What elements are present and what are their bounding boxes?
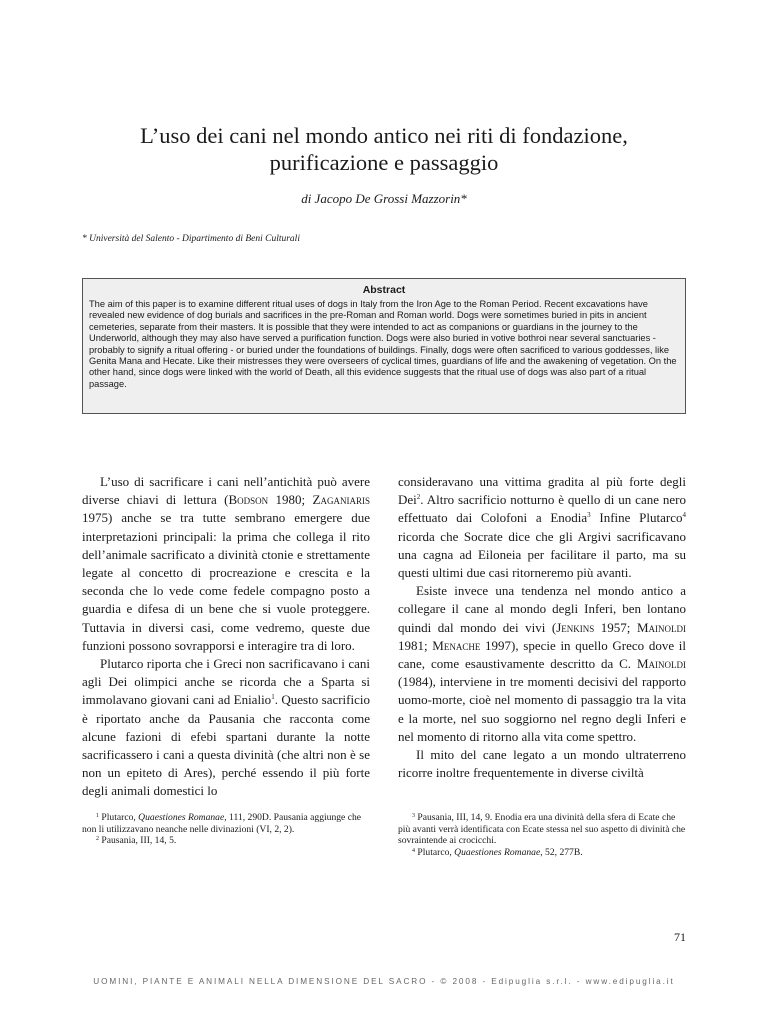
footnotes-right [398,812,686,858]
title-line-2: purificazione e passaggio [269,150,499,175]
paragraph: L’uso di sacrificare i cani nell’antichità può avere diverse chiavi di lettura (Bodson 1980; Zaganiaris 1975) anche se tra tutte sembrano emergere due interpretazioni principali: la prima che collega il rito dell’animale sacrificato a divinità ctonie e strettamente legate al concetto di procreazione e crescita e la seconda che lo vede come fedele compagno posto a guardia e difesa di un bene che si vuole proteggere. Tuttavia in diversi casi, come vedremo, queste due funzioni possono sovrapporsi e interagire tra di loro. [82,474,370,653]
author-byline: di Jacopo De Grossi Mazzorin* [301,191,467,206]
footnote-ref: 1 [271,693,275,702]
footnote-ref: 2 [416,493,421,502]
author-citation: Mainoldi [636,619,686,635]
paragraph: consideravano una vittima gradita al più forte degli Dei$^2$. Altro sacrificio notturno è quello di un cane nero effettuato dai Colofoni a Enodia$^3$ Infine Plutarco$^4$ ricorda che Socrate dice che gli Argivi sacrificavano una cagna ad Eiloneia per facilitare il parto, ma su questi ultimi due casi ritorneremo più avanti. [398,474,686,581]
footnote: $^4$ Plutarco, Quaestiones Romanae, 52, 277B. [412,846,583,858]
abstract-text: The aim of this paper is to examine different ritual uses of dogs in Italy from the Iron Age to the Roman Period. Recent excavations have revealed new evidence of dog burials and sacrifices in the pre-Roman and Roman world. Dogs were sometimes buried in pits in ancient cemeteries, separate from their masters. It is possible that they were intended to act as companions or guardians in the journey to the Underworld, although they may also have served a purification function. Dogs were also buried in votive bothroi near several sanctuaries - probably to signify a ritual offering - or buried under the foundations of buildings. Finally, dogs were often sacrificed to various goddesses, like Genita Mana and Hecate. Like their mistresses they were overseers of cyclical times, guardians of life and the awakening of vegetation. On the other hand, since dogs were linked with the world of Death, all this evidence suggests that the ritual use of dogs was also part of a ritual passage. [89,299,677,389]
author-citation: Bodson [228,492,269,508]
body-column-right [398,473,686,782]
page-number: 71 [674,930,686,944]
paragraph: Esiste invece una tendenza nel mondo antico a collegare il cane al mondo degli Inferi, ben lontano quindi dal mondo dei vivi (Jenkins 1957; Mainoldi 1981; Menache 1997), specie in quello Greco dove il cane, come esaustivamente descritto da C. Mainoldi (1984), interviene in tre momenti decisivi del rapporto uomo-morte, cioè nel momento di passaggio tra la vita e la morte, nel suo soggiorno nel regno degli Inferi e nel momento di ritorno alla vita come spettro. [398,583,686,744]
author-citation: Jenkins [556,619,595,635]
page-footer: UOMINI, PIANTE E ANIMALI NELLA DIMENSIONE DEL SACRO - © 2008 - Edipuglia s.r.l. - www.edipuglia.it [93,977,675,986]
author-citation: Zaganiaris [312,492,370,508]
footnote-ref: 3 [587,511,591,520]
paragraph: Plutarco riporta che i Greci non sacrificavano i cani agli Dei olimpici anche se ricorda che a Sparta si immolavano giovani cani ad Enialio$^1$. Questo sacrificio è riportato anche da Pausania che racconta come alcune fazioni di efebi spartani durante la notte sacrificassero i cani a questa divinità (che altri non è se non un epiteto di Ares), perché essendo il più forte degli animali domestici lo [82,656,370,799]
author-citation: Mainoldi [636,656,686,672]
author-citation: Menache [432,637,481,653]
footnote-ref: 4 [682,511,686,520]
footnote: $^2$ Pausania, III, 14, 5. [96,835,177,846]
footnotes-left [82,812,370,847]
body-column-left [82,473,370,801]
abstract-box [82,278,686,414]
title-line-1: L’uso dei cani nel mondo antico nei riti di fondazione, [140,123,628,148]
footnote: $^3$ Pausania, III, 14, 9. Enodia era una divinità della sfera di Ecate che più avanti verrà identificata con Ecate stessa nel suo aspetto di divinità che sovraintende ai crocicchi. [398,812,686,846]
author-affiliation: * Università del Salento - Dipartimento di Beni Culturali [82,234,300,244]
footnote: $^1$ Plutarco, Quaestiones Romanae, 111, 290D. Pausania aggiunge che non li utilizzavano neanche nelle divinazioni (VI, 2, 2). [82,812,362,835]
paragraph: Il mito del cane legato a un mondo ultraterreno ricorre inoltre frequentemente in diverse civiltà [398,747,686,781]
abstract-heading: Abstract [362,284,406,296]
article-title [0,122,768,176]
